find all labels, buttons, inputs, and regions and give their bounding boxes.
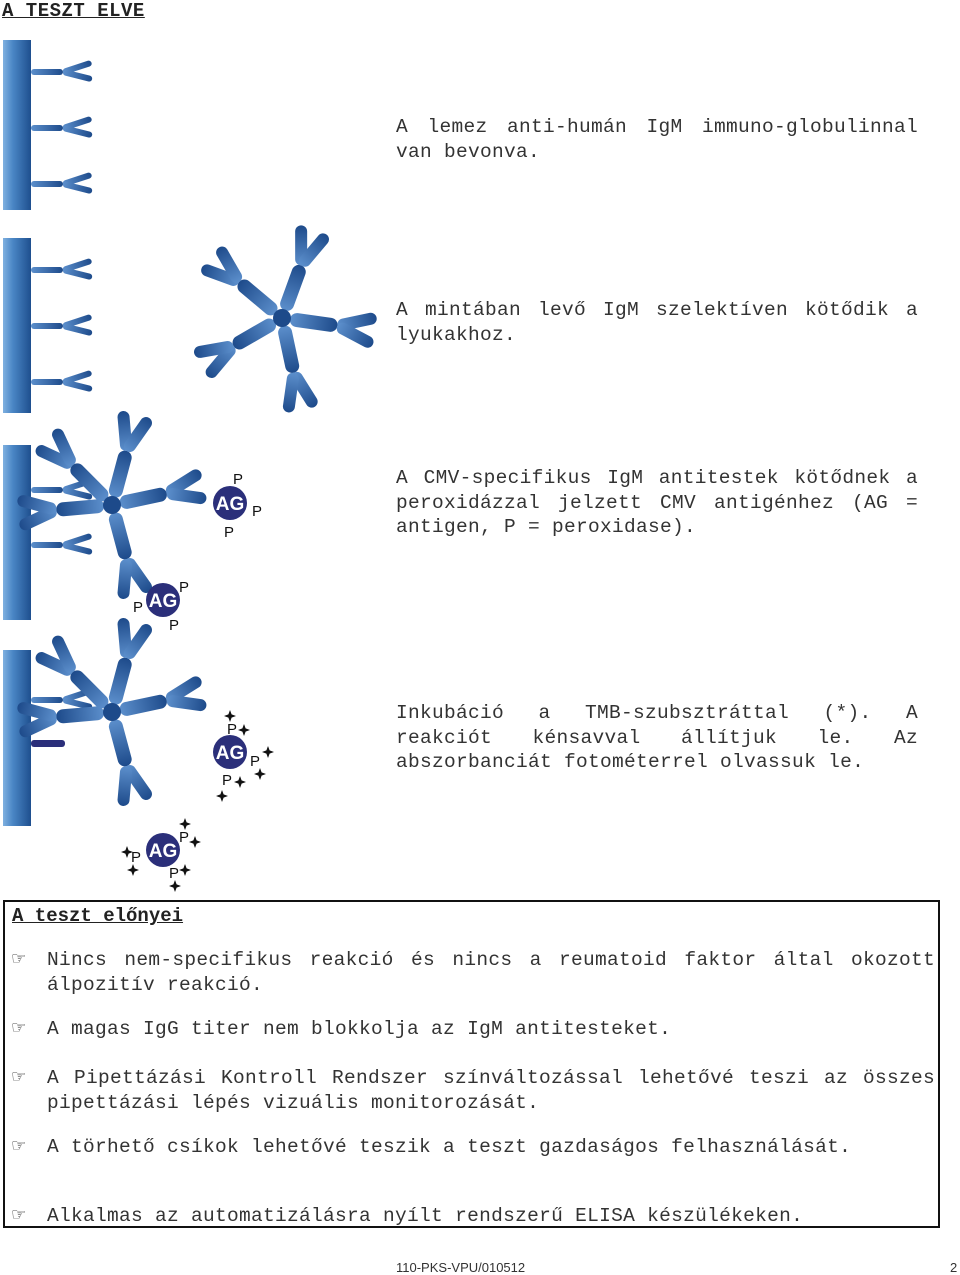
igm-pentamer [15, 408, 210, 603]
pointing-hand-icon: ☞ [11, 1018, 27, 1038]
antigen-complex [213, 710, 274, 802]
panel-coated-plate [3, 40, 93, 210]
plate [3, 445, 31, 620]
antigen-complex [121, 818, 201, 892]
svg-text:P: P [131, 849, 142, 866]
advantage-item: A magas IgG titer nem blokkolja az IgM antitesteket. [47, 1018, 672, 1040]
plate [3, 238, 31, 413]
step-3-text: A CMV-specifikus IgM antitestek kötődnek a peroxidázzal jelzett CMV antigénhez (AG = antigen, P = peroxidase). [396, 467, 918, 538]
svg-text:P: P [169, 617, 180, 634]
advantage-item: Alkalmas az automatizálásra nyílt rendszerű ELISA készülékeken. [47, 1205, 804, 1227]
svg-text:AG: AG [148, 591, 178, 612]
svg-text:P: P [233, 471, 244, 488]
panel-substrate-incubation [3, 615, 274, 892]
page-title: A TESZT ELVE [2, 0, 145, 22]
page-number: 2 [950, 1260, 958, 1275]
antigen-complex [213, 471, 262, 541]
advantage-item: Nincs nem-specifikus reakció és nincs a reumatoid faktor által okozott álpozitív reakció. [47, 949, 935, 996]
step-2-text: A mintában levő IgM szelektíven kötődik a lyukakhoz. [396, 299, 918, 346]
svg-text:P: P [169, 865, 180, 882]
document-code: 110-PKS-VPU/010512 [396, 1260, 526, 1275]
svg-text:P: P [222, 772, 233, 789]
svg-text:P: P [179, 829, 190, 846]
pointing-hand-icon: ☞ [11, 1205, 27, 1225]
advantages-box [3, 900, 940, 1228]
step-1-text: A lemez anti-humán IgM immuno-globulinnal van bevonva. [396, 116, 918, 163]
svg-text:AG: AG [148, 841, 178, 862]
advantage-item: A törhető csíkok lehetővé teszik a teszt gazdaságos felhasználását. [47, 1136, 852, 1158]
advantages-title: A teszt előnyei [12, 905, 184, 927]
advantage-item: A Pipettázási Kontroll Rendszer színváltozással lehetővé teszi az összes pipettázási lépés vizuális monitorozását. [47, 1067, 935, 1114]
pointing-hand-icon: ☞ [11, 1067, 27, 1087]
svg-text:P: P [250, 753, 261, 770]
panel-igm-binding [3, 222, 379, 416]
igm-pentamer [190, 222, 380, 416]
svg-text:P: P [133, 599, 144, 616]
svg-text:P: P [252, 503, 263, 520]
svg-text:AG: AG [215, 743, 245, 764]
igm-pentamer [15, 615, 210, 810]
svg-text:P: P [227, 721, 238, 738]
antigen-label: AG [215, 494, 245, 515]
panel-antigen-binding [3, 408, 262, 634]
step-4-text: Inkubáció a TMB-szubsztráttal (*). A reakciót kénsavval állítjuk le. Az abszorbanciát fotométerrel olvassuk le. [396, 702, 918, 773]
plate [3, 650, 31, 826]
pointing-hand-icon: ☞ [11, 1136, 27, 1156]
svg-text:P: P [179, 579, 190, 596]
plate [3, 40, 31, 210]
svg-text:P: P [224, 524, 235, 541]
pointing-hand-icon: ☞ [11, 949, 27, 969]
